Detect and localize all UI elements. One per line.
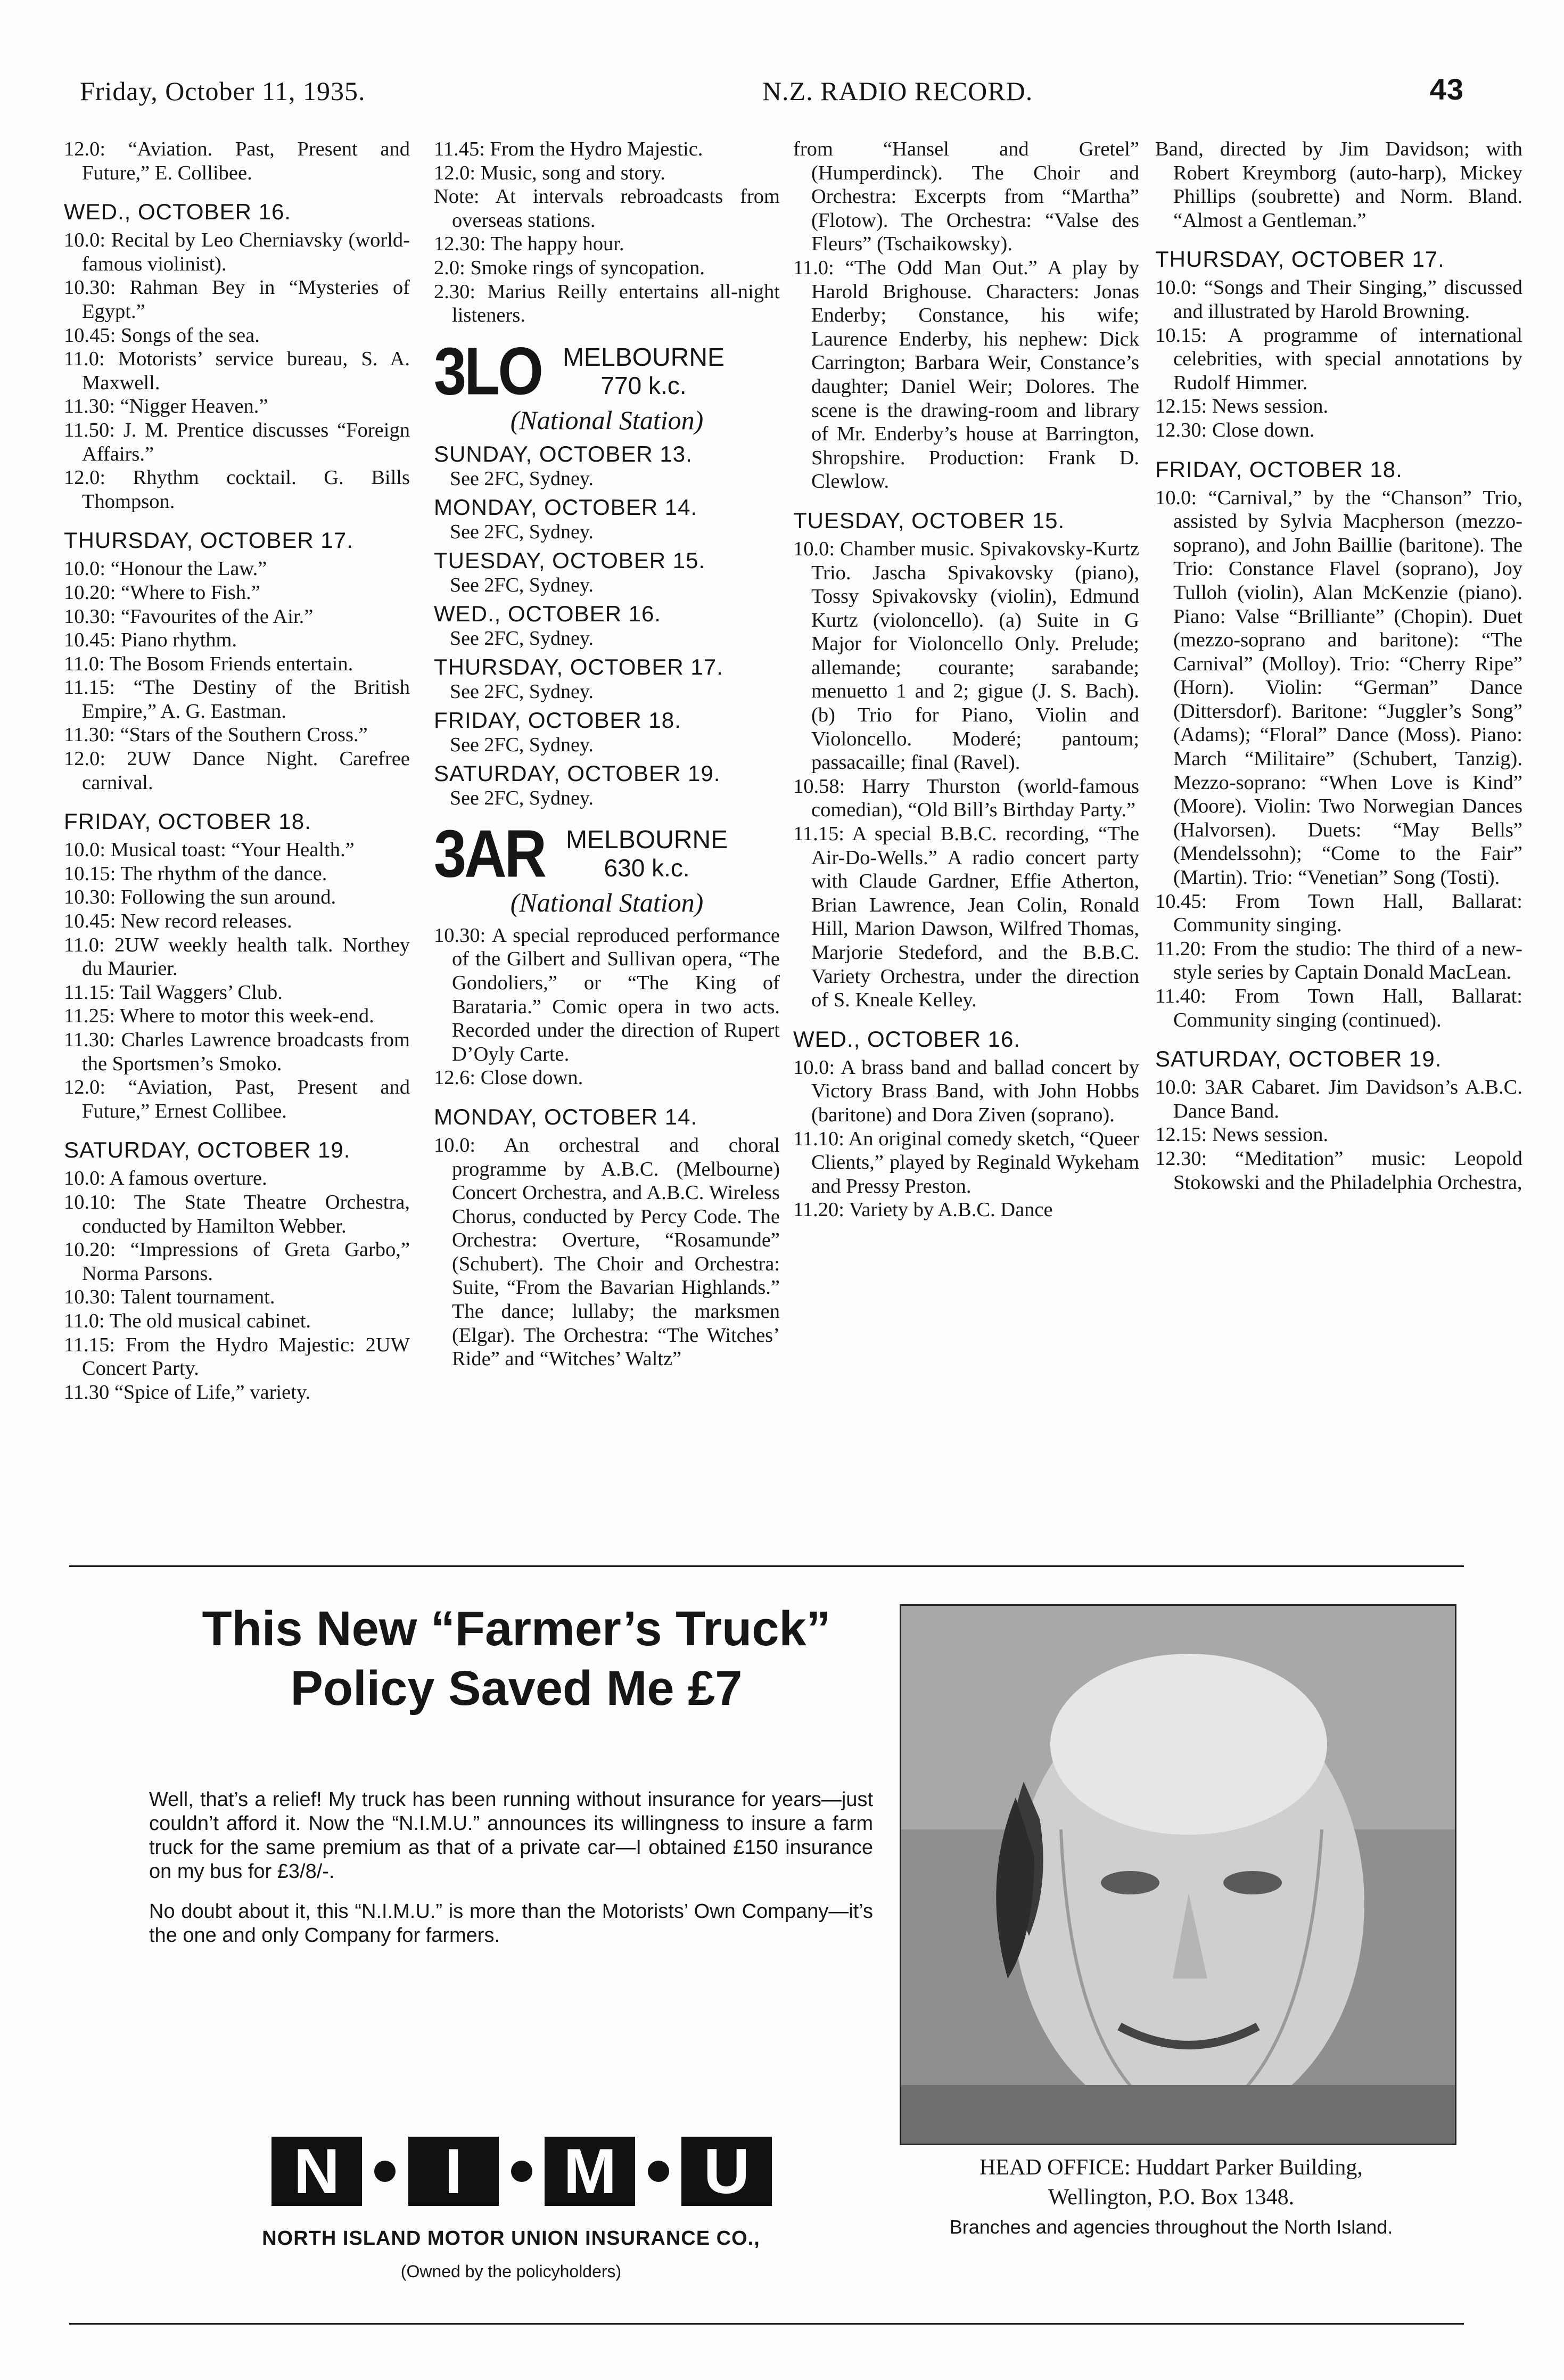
programme-entry: 10.30: A special reproduced performance of the Gilbert and Sullivan opera, “The Gondoliers,” or “The King of Barataria.” Comic opera in two acts. Recorded under the direction of Rupert D’Oyly Carte. — [434, 924, 780, 1065]
day-heading: SATURDAY, OCTOBER 19. — [1155, 1046, 1442, 1072]
programme-note: Note: At intervals rebroadcasts from overseas stations. — [434, 185, 780, 232]
station-location — [563, 344, 725, 399]
programme-entry: 12.0: Rhythm cocktail. G. Bills Thompson. — [64, 466, 410, 513]
programme-column-3 — [793, 137, 1139, 1500]
programme-entry: 10.0: “Carnival,” by the “Chanson” Trio, assisted by Sylvia Macpherson (mezzo-soprano), and John Baillie (baritone). The Trio: Constance Flavel (soprano), Joy Tulloh (violin), Alan McKenzie (piano). Piano: Valse “Brilliante” (Chopin). Duet (mezzo-soprano and baritone): “The Carnival” (Molloy). Trio: “Cherry Ripe” (Horn). Violin: “German” Dance (Dittersdorf). Baritone: “Juggler’s Song” (Adams); “Floral” Dance (Moss). Piano: March “Militaire” (Schubert, Tanzig). Mezzo-soprano: “When Love is Kind” (Moore). Violin: Two Norwegian Dances (Halvorsen). Duets: “May Bells” (Mendelssohn); “Come to the Fair” (Martin). Trio: “Venetian” Song (Tosti). — [1155, 486, 1522, 889]
programme-entry: 11.0: Motorists’ service bureau, S. A. Maxwell. — [64, 348, 410, 394]
logo-letter: I — [408, 2137, 499, 2206]
page-number: 43 — [1429, 72, 1464, 106]
day-heading: SUNDAY, OCTOBER 13. — [434, 441, 693, 466]
programme-column-2 — [434, 137, 780, 1500]
programme-entry: 10.20: “Impressions of Greta Garbo,” Norma Parsons. — [64, 1238, 410, 1285]
programme-entry: 11.20: Variety by A.B.C. Dance — [793, 1199, 1053, 1221]
office-address: HEAD OFFICE: Huddart Parker Building, — [979, 2155, 1363, 2180]
ad-paragraph: Well, that’s a relief! My truck has been running without insurance for years—just couldn’t afford it. Now the “N.I.M.U.” announces its willingness to insure a farm truck for the same premium as that of a private car—I obtained £150 insurance on my bus for £3/8/-. — [149, 1788, 873, 1883]
day-heading: THURSDAY, OCTOBER 17. — [434, 654, 723, 679]
programme-entry: 10.10: The State Theatre Orchestra, conducted by Hamilton Webber. — [64, 1191, 410, 1237]
programme-entry: 11.45: From the Hydro Majestic. — [434, 138, 703, 160]
nimu-logo — [271, 2134, 772, 2209]
programme-entry: 10.0: “Honour the Law.” — [64, 557, 267, 580]
office-city: Wellington, P.O. Box 1348. — [1048, 2185, 1295, 2210]
day-heading: WED., OCTOBER 16. — [64, 199, 291, 225]
programme-entry: 12.0: “Aviation, Past, Present and Future,” Ernest Collibee. — [64, 1076, 410, 1122]
programme-entry: 10.0: A famous overture. — [64, 1167, 267, 1190]
header-title: N.Z. RADIO RECORD. — [762, 76, 1033, 106]
ad-headline-line-2: Policy Saved Me £7 — [290, 1661, 743, 1716]
programme-entry: from “Hansel and Gretel” (Humperdinck). The Choir and Orchestra: Excerpts from “Martha” (Flotow). The Orchestra: “Valse des Fleurs” (Tschaikowsky). — [793, 138, 1139, 256]
programme-entry: 2.0: Smoke rings of syncopation. — [434, 256, 705, 279]
programme-entry: 11.20: From the studio: The third of a new-style series by Captain Donald MacLean. — [1155, 937, 1522, 984]
programme-entry: 10.45: Songs of the sea. — [64, 324, 260, 347]
station-location — [566, 826, 728, 882]
ad-body — [149, 1788, 873, 1964]
day-heading: SATURDAY, OCTOBER 19. — [64, 1137, 351, 1163]
programme-entry: 12.0: 2UW Dance Night. Carefree carnival. — [64, 748, 410, 794]
day-heading: FRIDAY, OCTOBER 18. — [64, 809, 311, 834]
programme-entry: 10.20: “Where to Fish.” — [64, 581, 260, 604]
programme-entry: 10.0: Recital by Leo Cherniavsky (world-famous violinist). — [64, 229, 410, 275]
programme-entry: 10.0: Chamber music. Spivakovsky-Kurtz Trio. Jascha Spivakovsky (piano), Tossy Spivakovsky (violin), Edmund Kurtz (violoncello). (a) Suite in G Major for Violoncello Only. Prelude; allemande; courante; sarabande; menuetto 1 and 2; gigue (J. S. Bach). (b) Trio for Piano, Violin and Violoncello. Moderé; pantoum; passacaille; final (Ravel). — [793, 537, 1139, 774]
day-heading: SATURDAY, OCTOBER 19. — [434, 760, 721, 786]
relay-note: See 2FC, Sydney. — [450, 733, 594, 756]
station-3lo-header — [434, 333, 780, 409]
programme-entry: 12.0: “Aviation. Past, Present and Future,” E. Collibee. — [64, 138, 410, 184]
programme-entry: 11.0: The old musical cabinet. — [64, 1309, 311, 1332]
relay-note: See 2FC, Sydney. — [450, 573, 594, 596]
station-subtitle: (National Station) — [510, 405, 704, 435]
programme-entry: 10.45: From Town Hall, Ballarat: Community singing. — [1155, 890, 1522, 937]
station-city: MELBOURNE — [562, 343, 725, 372]
programme-entry: 10.15: The rhythm of the dance. — [64, 862, 327, 885]
relay-note: See 2FC, Sydney. — [450, 680, 594, 703]
day-heading: FRIDAY, OCTOBER 18. — [1155, 456, 1403, 482]
programme-entry: 10.0: A brass band and ballad concert by Victory Brass Band, with John Hobbs (baritone) and Dora Ziven (soprano). — [793, 1056, 1139, 1126]
programme-entry: 10.45: New record releases. — [64, 910, 292, 933]
ad-headline — [144, 1599, 889, 1718]
programme-entry: 11.25: Where to motor this week-end. — [64, 1005, 374, 1028]
programme-entry: 11.0: “The Odd Man Out.” A play by Harold Brighouse. Characters: Jonas Enderby; Constance, his wife; Laurence Enderby, his nephew: Dick Carrington; Barbara Weir, Constance’s daughter; Daniel Weir; Dolores. The scene is the drawing-room and library of Mr. Enderby’s house at Barrington, Shropshire. Production: Frank D. Clewlow. — [793, 256, 1139, 493]
programme-entry: 10.0: An orchestral and choral programme by A.B.C. (Melbourne) Concert Orchestra, and A.B.C. Wireless Chorus, conducted by Percy Code. The Orchestra: Overture, “Rosamunde” (Schubert). The Choir and Orchestra: Suite, “From the Bavarian Highlands.” The dance; lullaby; the marksmen (Elgar). The Orchestra: “The Witches’ Ride” and “Witches’ Waltz” — [434, 1134, 780, 1370]
office-branches: Branches and agencies throughout the North Island. — [949, 2216, 1393, 2238]
programme-entry: 12.30: Close down. — [1155, 418, 1315, 441]
programme-entry: 10.0: “Songs and Their Singing,” discussed and illustrated by Harold Browning. — [1155, 276, 1522, 323]
logo-dot — [374, 2161, 396, 2182]
relay-note: See 2FC, Sydney. — [450, 627, 594, 650]
programme-column-1 — [64, 137, 410, 1500]
man-portrait-image — [901, 1606, 1455, 2144]
programme-entry: 12.6: Close down. — [434, 1066, 583, 1089]
header-date: Friday, October 11, 1935. — [80, 76, 366, 106]
programme-entry: 11.30: Charles Lawrence broadcasts from the Sportsmen’s Smoko. — [64, 1029, 410, 1075]
company-name: NORTH ISLAND MOTOR UNION INSURANCE CO., — [262, 2227, 760, 2250]
station-callsign: 3AR — [434, 816, 545, 891]
programme-entry: 11.0: 2UW weekly health talk. Northey du Maurier. — [64, 933, 410, 980]
portrait-photo — [900, 1604, 1456, 2145]
programme-entry: 10.0: 3AR Cabaret. Jim Davidson’s A.B.C. Dance Band. — [1155, 1076, 1522, 1122]
company-ownership: (Owned by the policyholders) — [400, 2262, 622, 2281]
ad-headline-line-1: This New “Farmer’s Truck” — [202, 1602, 831, 1656]
programme-entry: 11.30: “Stars of the Southern Cross.” — [64, 724, 368, 746]
programme-entry: 12.15: News session. — [1155, 1123, 1329, 1146]
logo-letter: M — [545, 2137, 635, 2206]
day-heading: FRIDAY, OCTOBER 18. — [434, 707, 681, 733]
programme-entry: 11.50: J. M. Prentice discusses “Foreign Affairs.” — [64, 418, 410, 465]
relay-note: See 2FC, Sydney. — [450, 520, 594, 543]
programme-entry: 2.30: Marius Reilly entertains all-night listeners. — [434, 280, 780, 327]
station-3ar-header — [434, 816, 780, 891]
logo-dot — [511, 2161, 532, 2182]
programme-entry: 11.15: Tail Waggers’ Club. — [64, 981, 283, 1004]
programme-entry: 10.30: “Favourites of the Air.” — [64, 605, 314, 628]
nimu-advertisement — [69, 1565, 1464, 2325]
programme-entry: 11.10: An original comedy sketch, “Queer Clients,” played by Reginald Wykeham and Pressy Preston. — [793, 1127, 1139, 1197]
station-subtitle: (National Station) — [510, 887, 704, 917]
programme-entry: 10.0: Musical toast: “Your Health.” — [64, 839, 355, 861]
logo-letter: U — [681, 2137, 772, 2206]
programme-entry: 11.15: A special B.B.C. recording, “The Air-Do-Wells.” A radio concert party with Claude Gardner, Effie Atherton, Brian Lawrence, Jean Colin, Ronald Hill, Marion Dawson, Wilfred Thomas, Marjorie Stedeford, and the B.B.C. Variety Orchestra, under the direction of S. Kneale Kelley. — [793, 823, 1139, 1012]
head-office-info — [884, 2153, 1459, 2242]
day-heading: WED., OCTOBER 16. — [434, 601, 661, 626]
programme-entry: 11.15: From the Hydro Majestic: 2UW Concert Party. — [64, 1333, 410, 1380]
programme-entry: 12.15: News session. — [1155, 395, 1329, 418]
day-heading: TUESDAY, OCTOBER 15. — [793, 507, 1065, 533]
programme-entry: 10.30: Following the sun around. — [64, 886, 336, 909]
day-heading: MONDAY, OCTOBER 14. — [434, 1104, 698, 1129]
programme-entry: 10.58: Harry Thurston (world-famous comedian), “Old Bill’s Birthday Party.” — [793, 775, 1139, 822]
programme-entry: 11.30: “Nigger Heaven.” — [64, 395, 268, 418]
station-frequency: 630 k.c. — [604, 853, 690, 882]
relay-note: See 2FC, Sydney. — [450, 467, 594, 490]
day-heading: THURSDAY, OCTOBER 17. — [64, 528, 353, 553]
programme-entry: 10.30: Talent tournament. — [64, 1286, 275, 1309]
programme-entry: 12.0: Music, song and story. — [434, 161, 665, 184]
logo-dot — [648, 2161, 669, 2182]
running-header — [80, 69, 1464, 106]
relay-note: See 2FC, Sydney. — [450, 786, 594, 809]
day-heading: THURSDAY, OCTOBER 17. — [1155, 247, 1445, 272]
ad-paragraph: No doubt about it, this “N.I.M.U.” is more than the Motorists’ Own Company—it’s the one and only Company for farmers. — [149, 1900, 873, 1947]
day-heading: MONDAY, OCTOBER 14. — [434, 494, 698, 520]
logo-letter: N — [271, 2137, 362, 2206]
day-heading: WED., OCTOBER 16. — [793, 1026, 1020, 1052]
day-heading: TUESDAY, OCTOBER 15. — [434, 547, 706, 573]
programme-column-4 — [1155, 137, 1522, 1500]
station-frequency: 770 k.c. — [600, 371, 687, 399]
station-callsign: 3LO — [434, 333, 541, 409]
programme-entry: 12.30: The happy hour. — [434, 233, 624, 256]
station-city: MELBOURNE — [566, 825, 728, 854]
programme-entry: 11.30 “Spice of Life,” variety. — [64, 1381, 311, 1404]
programme-entry: Band, directed by Jim Davidson; with Robert Kreymborg (auto-harp), Mickey Phillips (soubrette) and Norm. Bland. “Almost a Gentleman.” — [1155, 138, 1522, 232]
programme-entry: 11.15: “The Destiny of the British Empire,” A. G. Eastman. — [64, 676, 410, 723]
programme-entry: 12.30: “Meditation” music: Leopold Stokowski and the Philadelphia Orchestra, — [1155, 1147, 1522, 1194]
programme-entry: 11.40: From Town Hall, Ballarat: Community singing (continued). — [1155, 985, 1522, 1031]
programme-entry: 11.0: The Bosom Friends entertain. — [64, 652, 353, 675]
programme-entry: 10.15: A programme of international celebrities, with special annotations by Rudolf Himmer. — [1155, 324, 1522, 394]
programme-entry: 10.45: Piano rhythm. — [64, 629, 237, 652]
programme-entry: 10.30: Rahman Bey in “Mysteries of Egypt.” — [64, 276, 410, 323]
